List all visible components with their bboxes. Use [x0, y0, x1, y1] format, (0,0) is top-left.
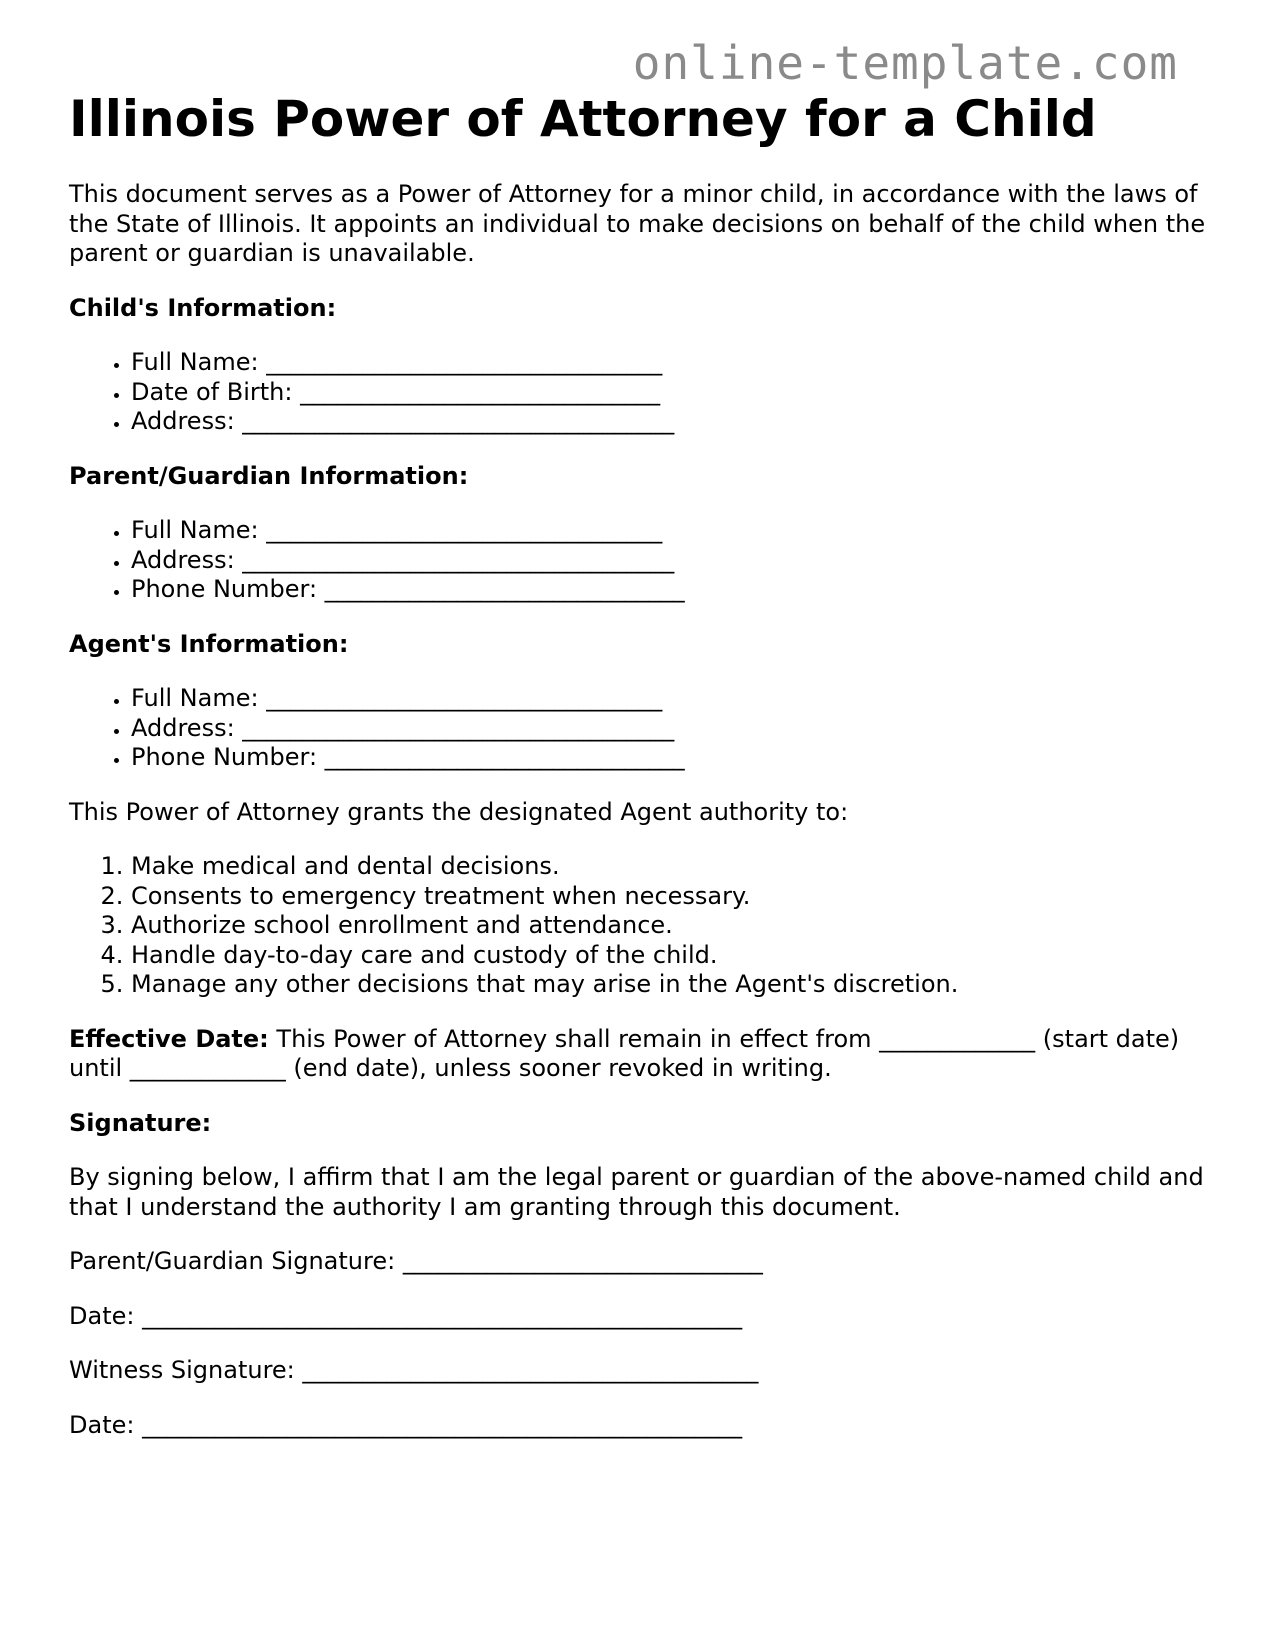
- child-info-heading: Child's Information:: [69, 293, 337, 322]
- authority-item: 4. Handle day-to-day care and custody of the child.: [131, 941, 1209, 971]
- parent-address-field[interactable]: • Address: ____________________________________: [131, 546, 1209, 576]
- parent-info-list: [69, 516, 1209, 605]
- parent-signature-field[interactable]: Parent/Guardian Signature: ______________________________: [69, 1247, 763, 1275]
- authority-item: 3. Authorize school enrollment and attendance.: [131, 911, 1209, 941]
- parent-signature-date-field[interactable]: Date: __________________________________________________: [69, 1301, 743, 1330]
- intro-paragraph: This document serves as a Power of Attorney for a minor child, in accordance with the laws of the State of Illinois. It appoints an individual to make decisions on behalf of the child when the parent or guardian is unavailable.: [69, 180, 1206, 267]
- authority-item: 2. Consents to emergency treatment when necessary.: [131, 882, 1209, 912]
- effective-date-text: This Power of Attorney shall remain in effect from _____________ (start date) until _____________ (end date), unless sooner revoked in writing.: [69, 1024, 1180, 1082]
- child-info-list: [69, 348, 1209, 437]
- signature-heading: Signature:: [69, 1108, 212, 1137]
- document-title: Illinois Power of Attorney for a Child: [69, 90, 1097, 148]
- child-date-of-birth-field[interactable]: • Date of Birth: ______________________________: [131, 378, 1209, 408]
- parent-full-name-field[interactable]: • Full Name: _________________________________: [131, 516, 1209, 546]
- document-page: [69, 86, 1209, 1440]
- authority-item: 5. Manage any other decisions that may arise in the Agent's discretion.: [131, 970, 1209, 1000]
- child-address-field[interactable]: • Address: ____________________________________: [131, 407, 1209, 437]
- child-full-name-field[interactable]: • Full Name: _________________________________: [131, 348, 1209, 378]
- authority-list: [69, 852, 1209, 1000]
- agent-info-heading: Agent's Information:: [69, 629, 349, 658]
- effective-date-paragraph[interactable]: [69, 1025, 1209, 1084]
- signature-affirmation: By signing below, I affirm that I am the legal parent or guardian of the above-named child and that I understand the authority I am granting through this document.: [69, 1163, 1204, 1221]
- authority-intro: This Power of Attorney grants the designated Agent authority to:: [69, 797, 849, 826]
- agent-address-field[interactable]: • Address: ____________________________________: [131, 714, 1209, 744]
- authority-item: 1. Make medical and dental decisions.: [131, 852, 1209, 882]
- agent-full-name-field[interactable]: • Full Name: _________________________________: [131, 684, 1209, 714]
- parent-info-heading: Parent/Guardian Information:: [69, 461, 469, 490]
- witness-signature-field[interactable]: Witness Signature: ______________________________________: [69, 1356, 759, 1384]
- watermark: online-template.com: [632, 36, 1178, 90]
- agent-phone-field[interactable]: • Phone Number: ______________________________: [131, 743, 1209, 773]
- effective-date-label: Effective Date:: [69, 1024, 269, 1053]
- witness-signature-date-field[interactable]: Date: __________________________________________________: [69, 1410, 743, 1439]
- agent-info-list: [69, 684, 1209, 773]
- parent-phone-field[interactable]: • Phone Number: ______________________________: [131, 575, 1209, 605]
